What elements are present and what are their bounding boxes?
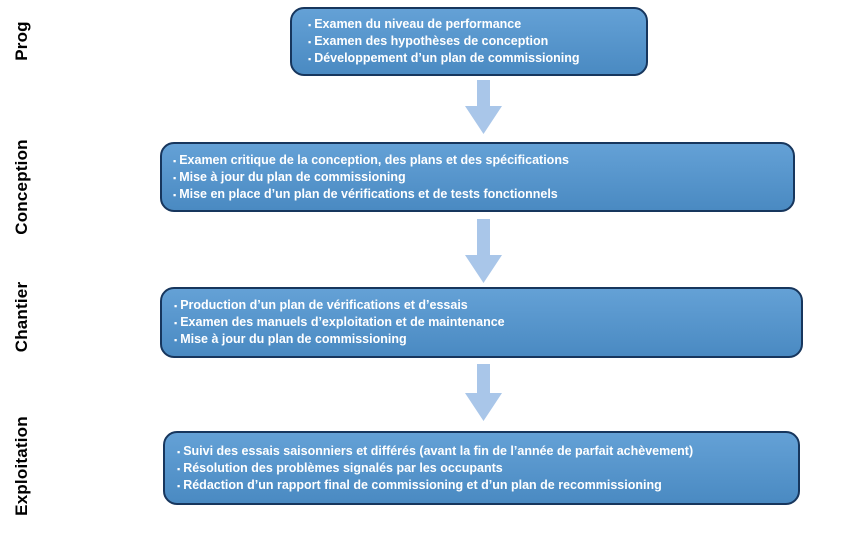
bullet-icon: ▪	[173, 155, 177, 166]
bullet-icon: ▪	[174, 301, 178, 311]
list-item-text: Rédaction d’un rapport final de commissioning et d’un plan de recommissioning	[183, 477, 662, 492]
list-item-text: Mise à jour du plan de commissioning	[179, 169, 406, 184]
bullet-icon: ▪	[308, 54, 312, 64]
bullet-icon: ▪	[177, 480, 181, 491]
bullet-icon: ▪	[173, 189, 177, 200]
list-item	[177, 443, 798, 460]
bullet-icon: ▪	[177, 463, 181, 474]
bullet-icon: ▪	[174, 335, 178, 345]
list-item-text: Production d’un plan de vérifications et d’essais	[180, 298, 468, 312]
phase-label-chantier: Chantier	[12, 281, 31, 353]
phase-box-chantier	[160, 287, 803, 358]
down-arrow-icon	[465, 219, 502, 283]
list-item	[177, 477, 798, 494]
phase-label-prog: Prog	[12, 21, 31, 61]
phase-box-prog	[290, 7, 648, 76]
list-item	[174, 297, 801, 314]
phase-label-exploitation: Exploitation	[12, 416, 31, 516]
list-item	[173, 169, 793, 186]
list-item	[308, 33, 646, 50]
list-item-text: Suivi des essais saisonniers et différés (avant la fin de l’année de parfait achèvement)	[183, 443, 694, 458]
bullet-icon: ▪	[308, 37, 312, 47]
phase-label-conception: Conception	[12, 139, 31, 235]
down-arrow-icon	[465, 364, 502, 421]
list-item	[308, 50, 646, 67]
list-item-text: Mise à jour du plan de commissioning	[180, 332, 407, 346]
list-item-text: Développement d’un plan de commissioning	[314, 51, 580, 65]
list-item-text: Examen des hypothèses de conception	[314, 34, 549, 48]
bullet-icon: ▪	[174, 318, 178, 328]
list-item	[173, 186, 793, 203]
list-item	[308, 16, 646, 33]
list-item-text: Mise en place d’un plan de vérifications et de tests fonctionnels	[179, 186, 558, 201]
list-item-text: Résolution des problèmes signalés par les occupants	[183, 460, 503, 475]
phase-box-exploitation	[163, 431, 800, 505]
list-item	[174, 331, 801, 348]
bullet-icon: ▪	[177, 446, 181, 457]
list-item	[173, 152, 793, 169]
down-arrow-icon	[465, 80, 502, 134]
list-item	[177, 460, 798, 477]
list-item	[174, 314, 801, 331]
phase-box-conception	[160, 142, 795, 212]
bullet-icon: ▪	[308, 20, 312, 30]
list-item-text: Examen critique de la conception, des plans et des spécifications	[179, 152, 569, 167]
list-item-text: Examen des manuels d’exploitation et de maintenance	[180, 315, 505, 329]
bullet-icon: ▪	[173, 172, 177, 183]
list-item-text: Examen du niveau de performance	[314, 17, 522, 31]
